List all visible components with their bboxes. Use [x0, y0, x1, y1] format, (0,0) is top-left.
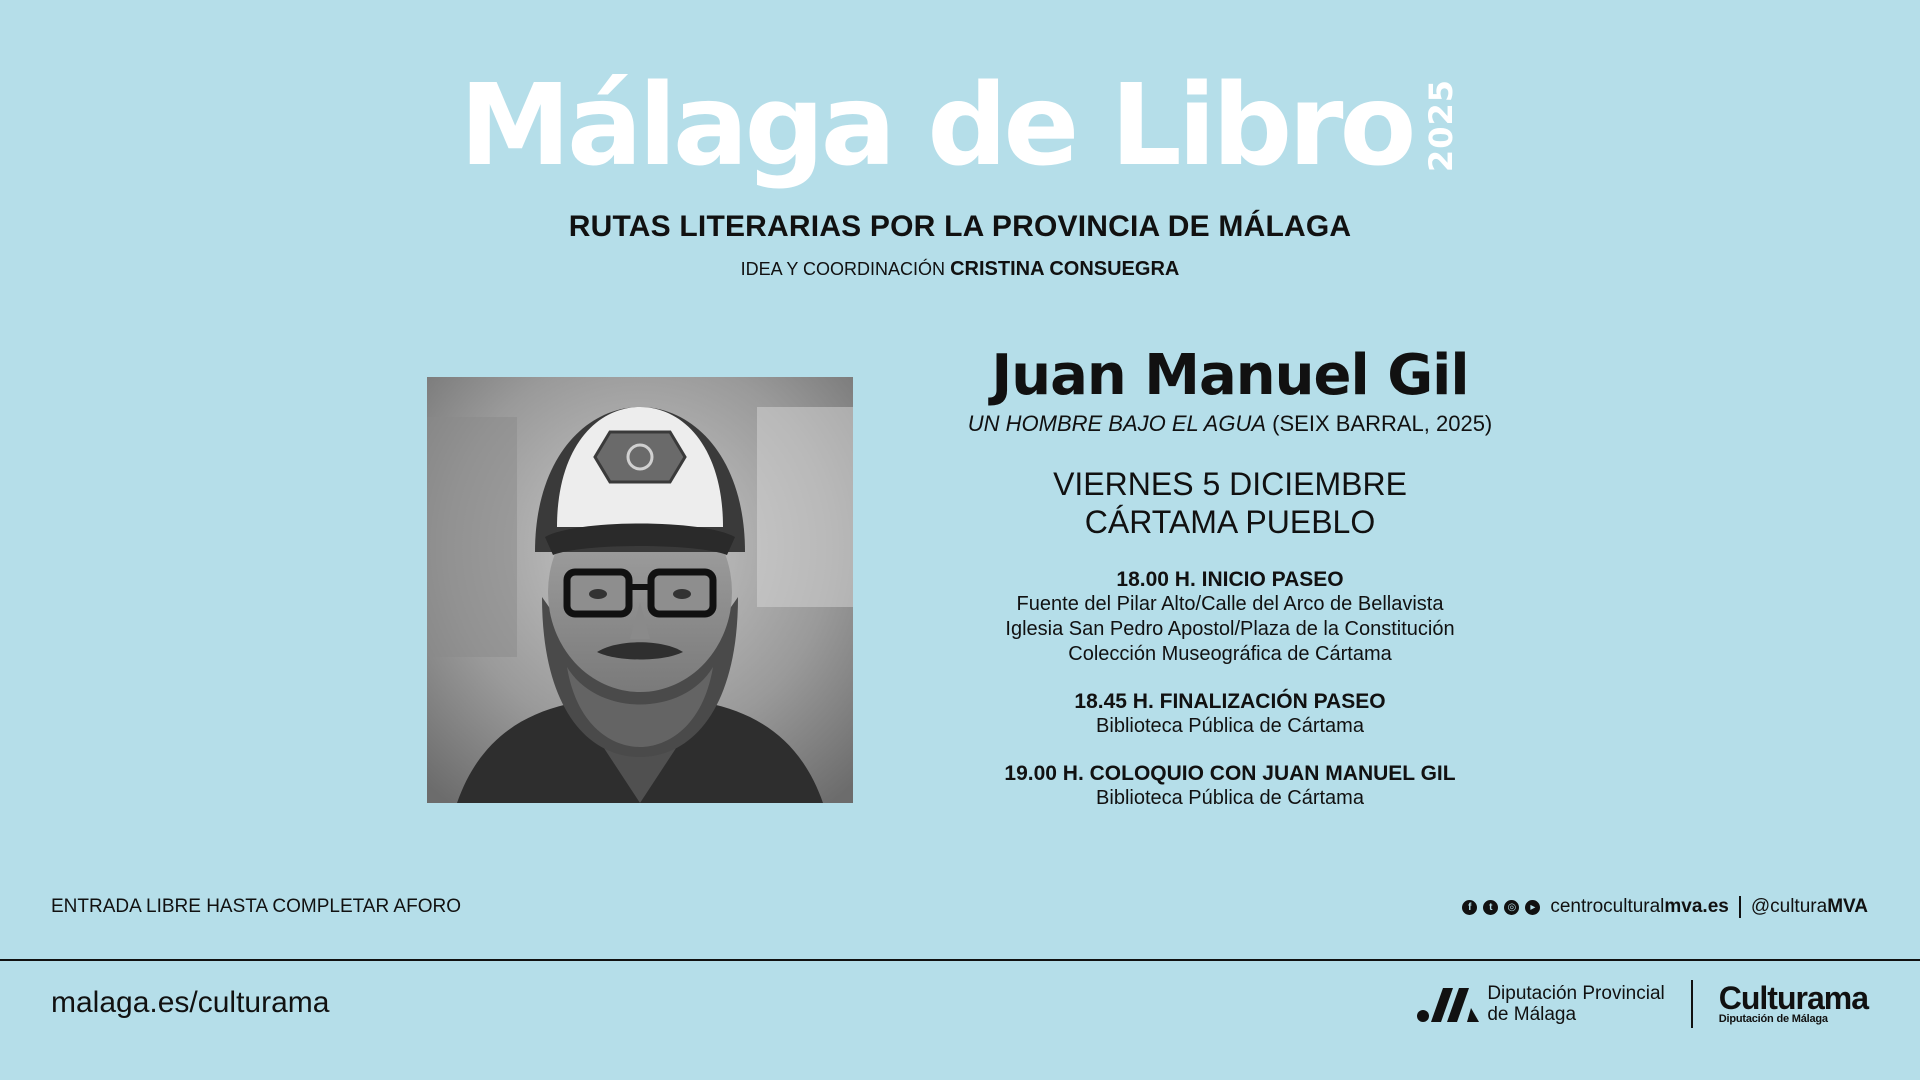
schedule-item — [930, 689, 1530, 739]
page-title: Málaga de Libro — [459, 61, 1413, 191]
website-prefix: centrocultural — [1550, 896, 1665, 917]
twitter-icon[interactable]: t — [1483, 900, 1498, 915]
entrada-libre-notice: ENTRADA LIBRE HASTA COMPLETAR AFORO — [51, 896, 461, 917]
header — [0, 61, 1920, 191]
diputacion-logo — [1417, 983, 1664, 1025]
divider — [1739, 896, 1741, 918]
year-label: 2025 — [1422, 79, 1461, 173]
event-info — [930, 345, 1530, 833]
footer-divider — [0, 959, 1920, 961]
author-photo — [427, 377, 853, 803]
schedule-line: Biblioteca Pública de Cártama — [1096, 714, 1364, 737]
subtitle: RUTAS LITERARIAS POR LA PROVINCIA DE MÁLAGA — [568, 210, 1352, 243]
youtube-icon[interactable]: ▸ — [1525, 900, 1540, 915]
title-row — [459, 61, 1461, 191]
facebook-icon[interactable]: f — [1462, 900, 1477, 915]
book-publisher: (SEIX BARRAL, 2025) — [1272, 410, 1493, 436]
schedule-item — [930, 567, 1530, 667]
diputacion-mark-icon — [1417, 986, 1479, 1022]
credit-name: CRISTINA CONSUEGRA — [950, 258, 1180, 280]
diputacion-line2: de Málaga — [1487, 1004, 1577, 1025]
culturama-url[interactable]: malaga.es/culturama — [51, 986, 330, 1019]
schedule-heading: 18.45 H. FINALIZACIÓN PASEO — [1074, 689, 1386, 713]
book-line — [930, 411, 1530, 437]
schedule-item — [930, 761, 1530, 811]
schedule-heading: 19.00 H. COLOQUIO CON JUAN MANUEL GIL — [1004, 761, 1456, 785]
handle-prefix: @cultura — [1750, 896, 1828, 917]
event-place: CÁRTAMA PUEBLO — [1084, 503, 1376, 540]
social-bar — [1462, 896, 1868, 918]
author-name: Juan Manuel Gil — [991, 343, 1469, 408]
website-link[interactable] — [1550, 896, 1729, 918]
website-suffix: mva.es — [1664, 896, 1729, 917]
credit-prefix: IDEA Y COORDINACIÓN — [740, 259, 946, 279]
culturama-subline: Diputación de Málaga — [1718, 1013, 1828, 1025]
culturama-wordmark: Culturama — [1718, 980, 1868, 1016]
instagram-icon[interactable]: ◎ — [1504, 900, 1519, 915]
diputacion-line1: Diputación Provincial — [1487, 983, 1665, 1004]
schedule-line: Colección Museográfica de Cártama — [1068, 642, 1392, 665]
schedule-line: Iglesia San Pedro Apostol/Plaza de la Constitución — [1005, 617, 1455, 640]
event-date: VIERNES 5 DICIEMBRE — [1053, 465, 1407, 502]
credit — [0, 258, 1920, 281]
social-handle[interactable] — [1751, 896, 1868, 918]
footer-logos — [1417, 980, 1868, 1028]
book-title: UN HOMBRE BAJO EL AGUA — [967, 410, 1267, 436]
handle-suffix: MVA — [1827, 896, 1868, 917]
schedule-line: Biblioteca Pública de Cártama — [1096, 786, 1364, 809]
culturama-logo — [1718, 980, 1868, 1025]
schedule-line: Fuente del Pilar Alto/Calle del Arco de Bellavista — [1016, 592, 1444, 615]
event-date-place — [930, 465, 1530, 541]
schedule-heading: 18.00 H. INICIO PASEO — [1116, 567, 1344, 591]
logo-divider — [1691, 980, 1693, 1028]
author-portrait-image — [427, 377, 853, 803]
schedule — [930, 567, 1530, 811]
